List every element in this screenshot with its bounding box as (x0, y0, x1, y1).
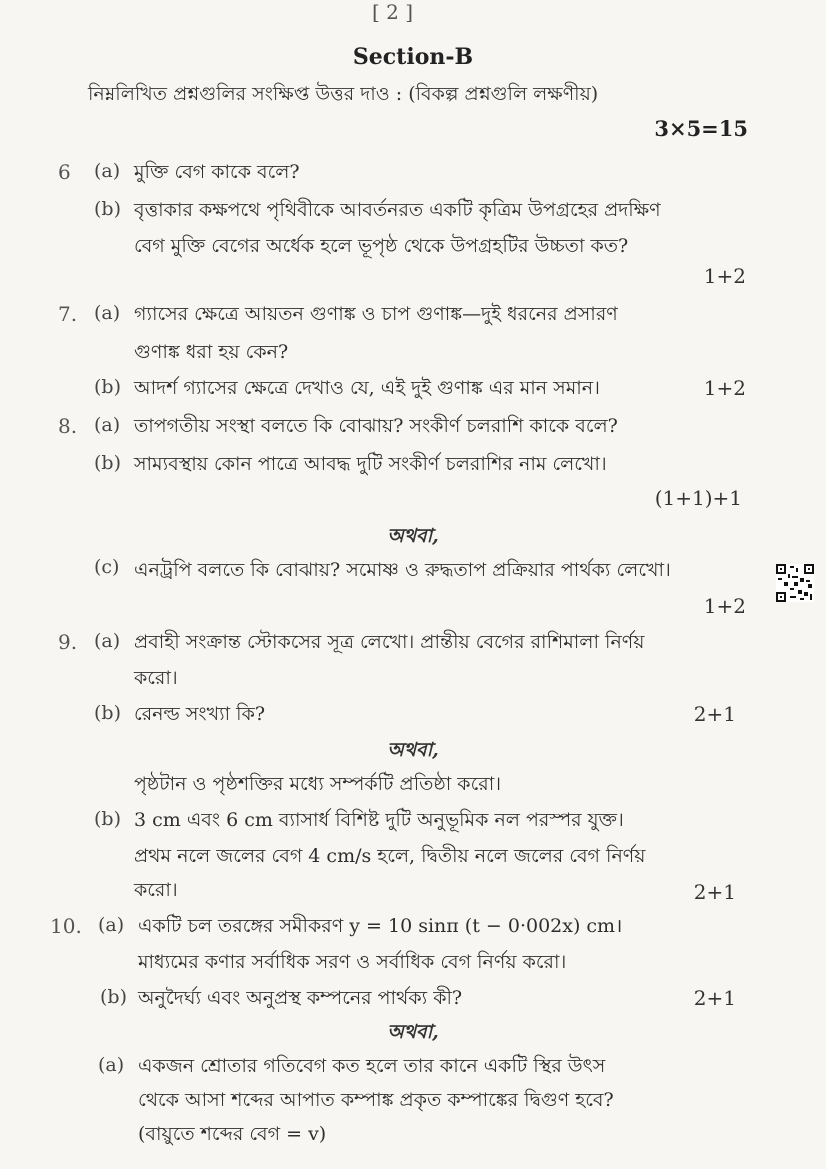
q9-alt-b-line1: 3 cm এবং 6 cm ব্যাসার্ধ বিশিষ্ট দুটি অনুভূমিক নল পরস্পর যুক্ত। (134, 809, 624, 831)
q8-a-label: (a) (94, 414, 121, 436)
q8-c-text: এনট্রপি বলতে কি বোঝায়? সমোষ্ণ ও রুদ্ধতাপ প্রক্রিয়ার পার্থক্য লেখো। (134, 559, 671, 581)
q6-b-label: (b) (94, 198, 121, 220)
q10-a-line2: মাধ্যমের কণার সর্বাধিক সরণ ও সর্বাধিক বেগ নির্ণয় করো। (138, 951, 567, 973)
q9-b-label: (b) (94, 702, 121, 724)
section-title: Section-B (352, 44, 474, 70)
q9-marks: 2+1 (693, 702, 736, 726)
q6-marks: 1+2 (703, 264, 746, 288)
q10-alt-a-line3: (বায়ুতে শব্দের বেগ = v) (138, 1123, 327, 1145)
q9-alt-b-line3: করো। (134, 879, 178, 901)
q9-alt-marks: 2+1 (693, 880, 736, 904)
q9-number: 9. (58, 630, 78, 654)
q6-b-line2: বেগ মুক্তি বেগের অর্ধেক হলে ভূপৃষ্ঠ থেকে উপগ্রহটির উচ্চতা কত? (134, 235, 629, 257)
q7-a-line1: গ্যাসের ক্ষেত্রে আয়তন গুণাঙ্ক ও চাপ গুণাঙ্ক—দুই ধরনের প্রসারণ (134, 303, 618, 325)
section-total-marks: 3×5=15 (654, 116, 748, 141)
q8-c-label: (c) (94, 556, 120, 578)
q7-a-line2: গুণাঙ্ক ধরা হয় কেন? (134, 341, 289, 363)
q6-b-line1: বৃত্তাকার কক্ষপথে পৃথিবীকে আবর্তনরত একটি কৃত্রিম উপগ্রহের প্রদক্ষিণ (134, 199, 661, 221)
q6-a-label: (a) (94, 160, 121, 182)
q6-a-text: মুক্তি বেগ কাকে বলে? (134, 161, 300, 183)
q10-b-label: (b) (100, 986, 127, 1008)
q7-a-label: (a) (94, 302, 121, 324)
q9-a-label: (a) (94, 630, 121, 652)
q8-a-text: তাপগতীয় সংস্থা বলতে কি বোঝায়? সংকীর্ণ চলরাশি কাকে বলে? (134, 415, 618, 437)
q10-a-label: (a) (98, 914, 125, 936)
q9-a-line1: প্রবাহী সংক্রান্ত স্টোকসের সূত্র লেখো। প্রান্তীয় বেগের রাশিমালা নির্ণয় (134, 631, 645, 653)
q9-or-separator: অথবা, (387, 739, 439, 761)
q10-a-line1: একটি চল তরঙ্গের সমীকরণ y = 10 sinπ (t − 0·002x) cm। (138, 915, 623, 937)
q7-number: 7. (58, 302, 78, 326)
q6-number: 6 (58, 160, 71, 184)
q9-a-line2: করো। (134, 667, 178, 689)
q10-number: 10. (50, 914, 82, 938)
qr-code-icon (776, 564, 814, 602)
q8-number: 8. (58, 414, 78, 438)
q10-marks: 2+1 (693, 986, 736, 1010)
q9-alt-b-line2: প্রথম নলে জলের বেগ 4 cm/s হলে, দ্বিতীয় নলে জলের বেগ নির্ণয় (134, 845, 646, 867)
q8-c-marks: 1+2 (703, 594, 746, 618)
q10-b-text: অনুদৈর্ঘ্য এবং অনুপ্রস্থ কম্পনের পার্থক্য কী? (138, 987, 463, 1009)
q9-b-text: রেনল্ড সংখ্যা কি? (134, 703, 266, 725)
page-number: [ 2 ] (372, 0, 414, 24)
q8-b-text: সাম্যবস্থায় কোন পাত্রে আবদ্ধ দুটি সংকীর্ণ চলরাশির নাম লেখো। (134, 453, 607, 475)
q7-b-text: আদর্শ গ্যাসের ক্ষেত্রে দেখাও যে, এই দুই গুণাঙ্ক এর মান সমান। (134, 377, 600, 399)
q8-marks: (1+1)+1 (654, 486, 742, 510)
q10-alt-a-line1: একজন শ্রোতার গতিবেগ কত হলে তার কানে একটি স্থির উৎস (138, 1055, 606, 1077)
q10-alt-a-label: (a) (98, 1054, 125, 1076)
q10-alt-a-line2: থেকে আসা শব্দের আপাত কম্পাঙ্ক প্রকৃত কম্পাঙ্কের দ্বিগুণ হবে? (138, 1089, 614, 1111)
q9-alt-b-label: (b) (94, 808, 121, 830)
q7-marks: 1+2 (703, 376, 746, 400)
q8-or-separator: অথবা, (387, 525, 439, 547)
q10-or-separator: অথবা, (387, 1021, 439, 1043)
q9-alt-text: পৃষ্ঠটান ও পৃষ্ঠশক্তির মধ্যে সম্পর্কটি প্রতিষ্ঠা করো। (134, 773, 501, 795)
q8-b-label: (b) (94, 452, 121, 474)
q7-b-label: (b) (94, 376, 121, 398)
section-instruction: নিম্নলিখিত প্রশ্নগুলির সংক্ষিপ্ত উত্তর দাও : (বিকল্প প্রশ্নগুলি লক্ষণীয়) (88, 83, 599, 105)
